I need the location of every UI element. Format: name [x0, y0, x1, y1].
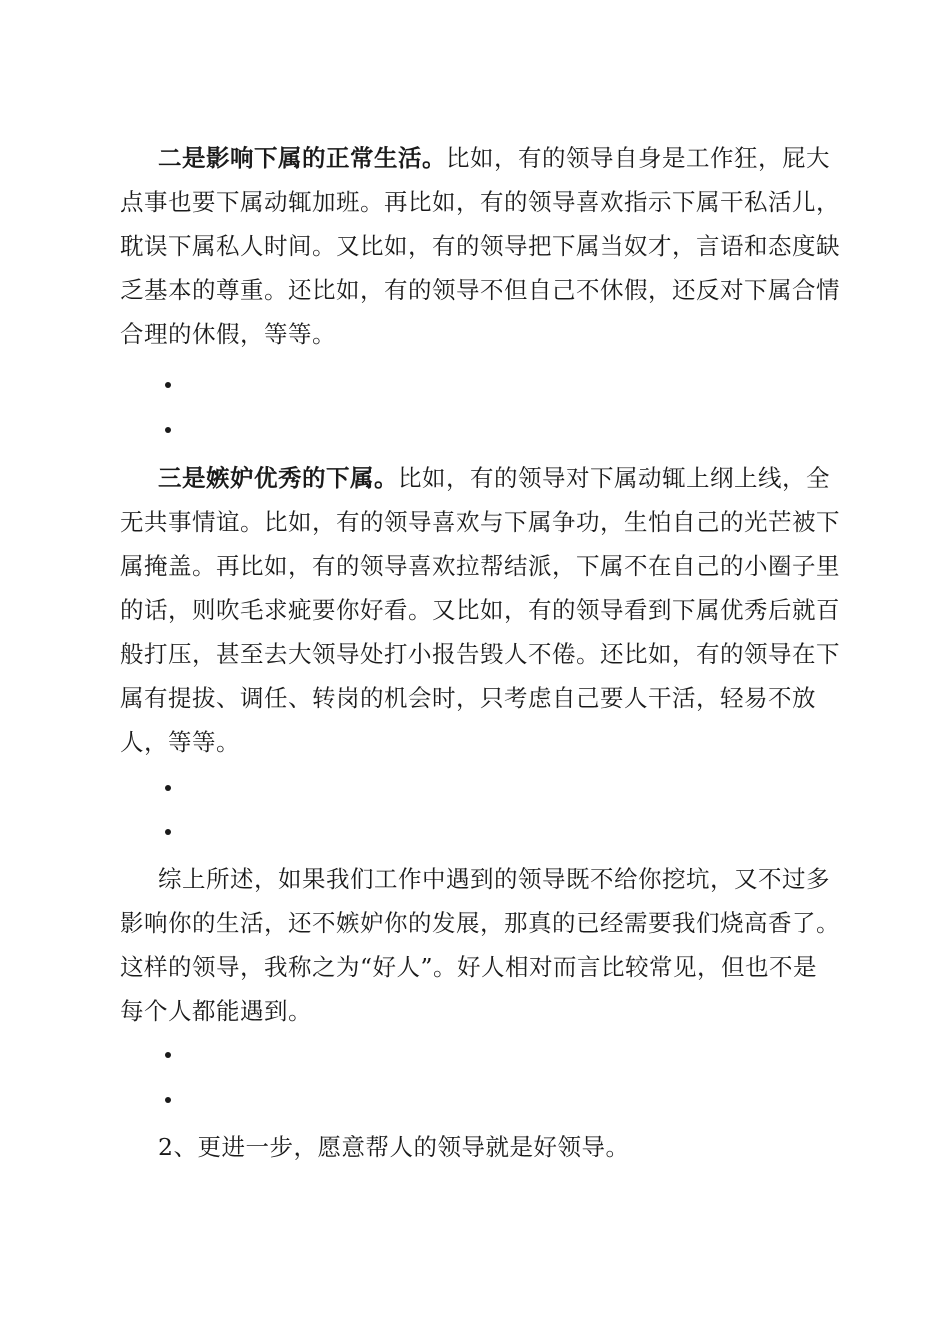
paragraph-jealousy: [120, 456, 840, 764]
bullet-icon: [165, 785, 171, 791]
paragraph-lead: 三是嫉妒优秀的下属。: [158, 464, 398, 492]
paragraph-body: 比如，有的领导自身是工作狂，屁大点事也要下属动辄加班。再比如，有的领导喜欢指示下属干私活儿，耽误下属私人时间。又比如，有的领导把下属当奴才，言语和态度缺乏基本的尊重。还比如，有的领导不但自己不休假，还反对下属合情合理的休假，等等。: [120, 144, 840, 348]
paragraph-lead: 二是影响下属的正常生活。: [158, 144, 446, 172]
bullet-icon: [165, 382, 171, 388]
paragraph-body: 2、更进一步，愿意帮人的领导就是好领导。: [158, 1133, 630, 1161]
bullet-icon: [165, 829, 171, 835]
paragraph-summary: [120, 857, 840, 1033]
paragraph-body: 比如，有的领导对下属动辄上纲上线，全无共事情谊。比如，有的领导喜欢与下属争功，生怕自己的光芒被下属掩盖。再比如，有的领导喜欢拉帮结派，下属不在自己的小圈子里的话，则吹毛求疵要你好看。又比如，有的领导看到下属优秀后就百般打压，甚至去大领导处打小报告毁人不倦。还比如，有的领导在下属有提拔、调任、转岗的机会时，只考虑自己要人干活，轻易不放人，等等。: [120, 464, 840, 756]
bullet-icon: [165, 427, 171, 433]
section-heading-good-leader: [120, 1125, 840, 1169]
bullet-icon: [165, 1052, 171, 1058]
bullet-icon: [165, 1097, 171, 1103]
paragraph-body: 综上所述，如果我们工作中遇到的领导既不给你挖坑，又不过多影响你的生活，还不嫉妒你的发展，那真的已经需要我们烧高香了。这样的领导，我称之为“好人”。好人相对而言比较常见，但也不是每个人都能遇到。: [120, 865, 840, 1025]
paragraph-affect-life: [120, 136, 840, 356]
